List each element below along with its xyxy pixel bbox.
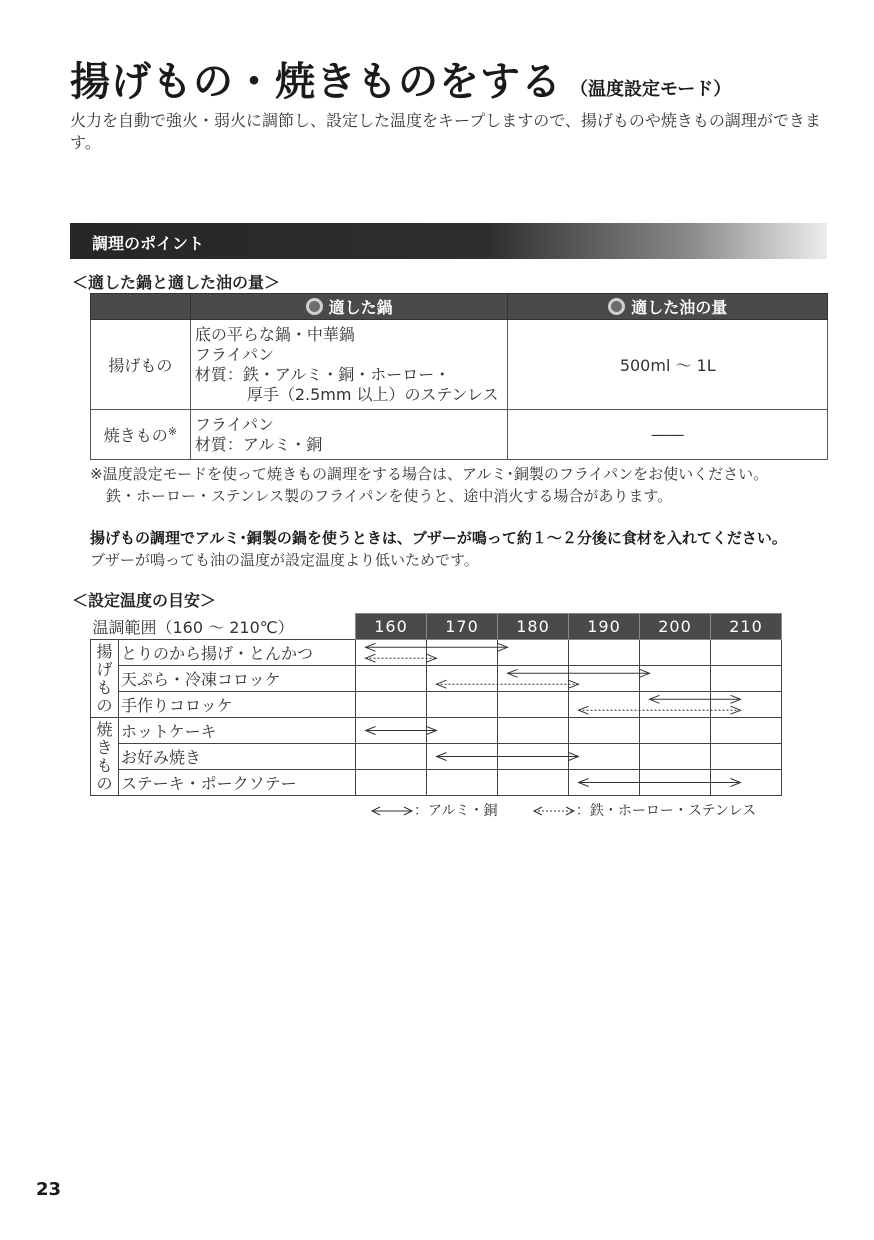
table-row — [91, 744, 782, 770]
group-label-fried: 揚げもの — [91, 640, 119, 718]
pan-table-header-oil: 適した油の量 — [508, 294, 828, 320]
pan-cell: フライパン 材質：アルミ・銅 — [190, 410, 508, 460]
temp-section-heading: ＜設定温度の目安＞ — [72, 591, 217, 610]
table-row — [91, 718, 782, 744]
section-header-label: 調理のポイント — [92, 234, 205, 253]
note-mark: ※ — [167, 425, 178, 438]
category-cell: 焼きもの※ — [91, 410, 191, 460]
warning-text — [90, 527, 787, 571]
warning-bold: 揚げもの調理でアルミ･銅製の鍋を使うときは、ブザーが鳴って約１～２分後に食材を入れてください。 — [90, 529, 787, 547]
legend-item-aluminum-copper: ：アルミ・銅 — [370, 800, 497, 820]
circle-bullet-icon — [306, 298, 323, 315]
food-item: 手作りコロッケ — [119, 692, 356, 718]
pan-oil-table — [90, 293, 828, 460]
temp-header-row — [91, 614, 782, 640]
table-row — [91, 692, 782, 718]
temp-header-cell: 200 — [640, 614, 711, 640]
page-number: 23 — [36, 1179, 62, 1200]
temp-header-cell: 170 — [427, 614, 498, 640]
footnote-line: ※温度設定モードを使って焼きもの調理をする場合は、アルミ･銅製のフライパンをお使いください。 — [90, 465, 769, 483]
temp-header-cell: 190 — [569, 614, 640, 640]
pan-table-header-pan: 適した鍋 — [190, 294, 508, 320]
pan-cell: 底の平らな鍋・中華鍋 フライパン 材質：鉄・アルミ・銅・ホーロー・ 厚手（2.5mm 以上）のステンレス — [190, 320, 508, 410]
table-row — [91, 410, 828, 460]
food-item: とりのから揚げ・とんかつ — [119, 640, 356, 666]
table-row — [91, 666, 782, 692]
pan-section-heading: ＜適した鍋と適した油の量＞ — [72, 273, 281, 292]
table-row — [91, 640, 782, 666]
intro-text: 火力を自動で強火・弱火に調節し、設定した温度をキープしますので、揚げものや焼きもの調理ができます。 — [70, 111, 821, 152]
arrow-legend — [370, 800, 786, 820]
solid-double-arrow-icon — [370, 806, 414, 816]
page-title — [70, 50, 731, 107]
temp-header-cell: 210 — [711, 614, 782, 640]
section-header-bar — [70, 223, 827, 259]
pan-table-header-blank — [91, 294, 191, 320]
pan-table-header-row — [91, 294, 828, 320]
food-item: 天ぷら・冷凍コロッケ — [119, 666, 356, 692]
table-row — [91, 770, 782, 796]
food-item: ホットケーキ — [119, 718, 356, 744]
warning-normal: ブザーが鳴っても油の温度が設定温度より低いためです。 — [90, 551, 479, 569]
circle-bullet-icon — [608, 298, 625, 315]
table-row — [91, 320, 828, 410]
temp-header-cell: 160 — [356, 614, 427, 640]
oil-amount-cell: ―― — [508, 410, 828, 460]
food-item: ステーキ・ポークソテー — [119, 770, 356, 796]
dotted-double-arrow-icon — [532, 806, 576, 816]
group-label-grilled: 焼きもの — [91, 718, 119, 796]
page-title-main: 揚げもの・焼きものをする — [70, 59, 562, 105]
legend-item-iron-enamel-stainless: ：鉄・ホーロー・ステンレス — [532, 800, 756, 820]
page-title-sub: （温度設定モード） — [570, 79, 732, 100]
footnote — [90, 463, 835, 507]
temp-header-cell: 180 — [498, 614, 569, 640]
temperature-table — [90, 613, 782, 796]
oil-amount-cell: 500ml ～ 1L — [508, 320, 828, 410]
category-cell: 揚げもの — [91, 320, 191, 410]
food-item: お好み焼き — [119, 744, 356, 770]
footnote-line: 鉄・ホーロー・ステンレス製のフライパンを使うと、途中消火する場合があります。 — [106, 487, 673, 505]
temp-range-label: 温調範囲（160 ～ 210℃） — [92, 617, 294, 637]
